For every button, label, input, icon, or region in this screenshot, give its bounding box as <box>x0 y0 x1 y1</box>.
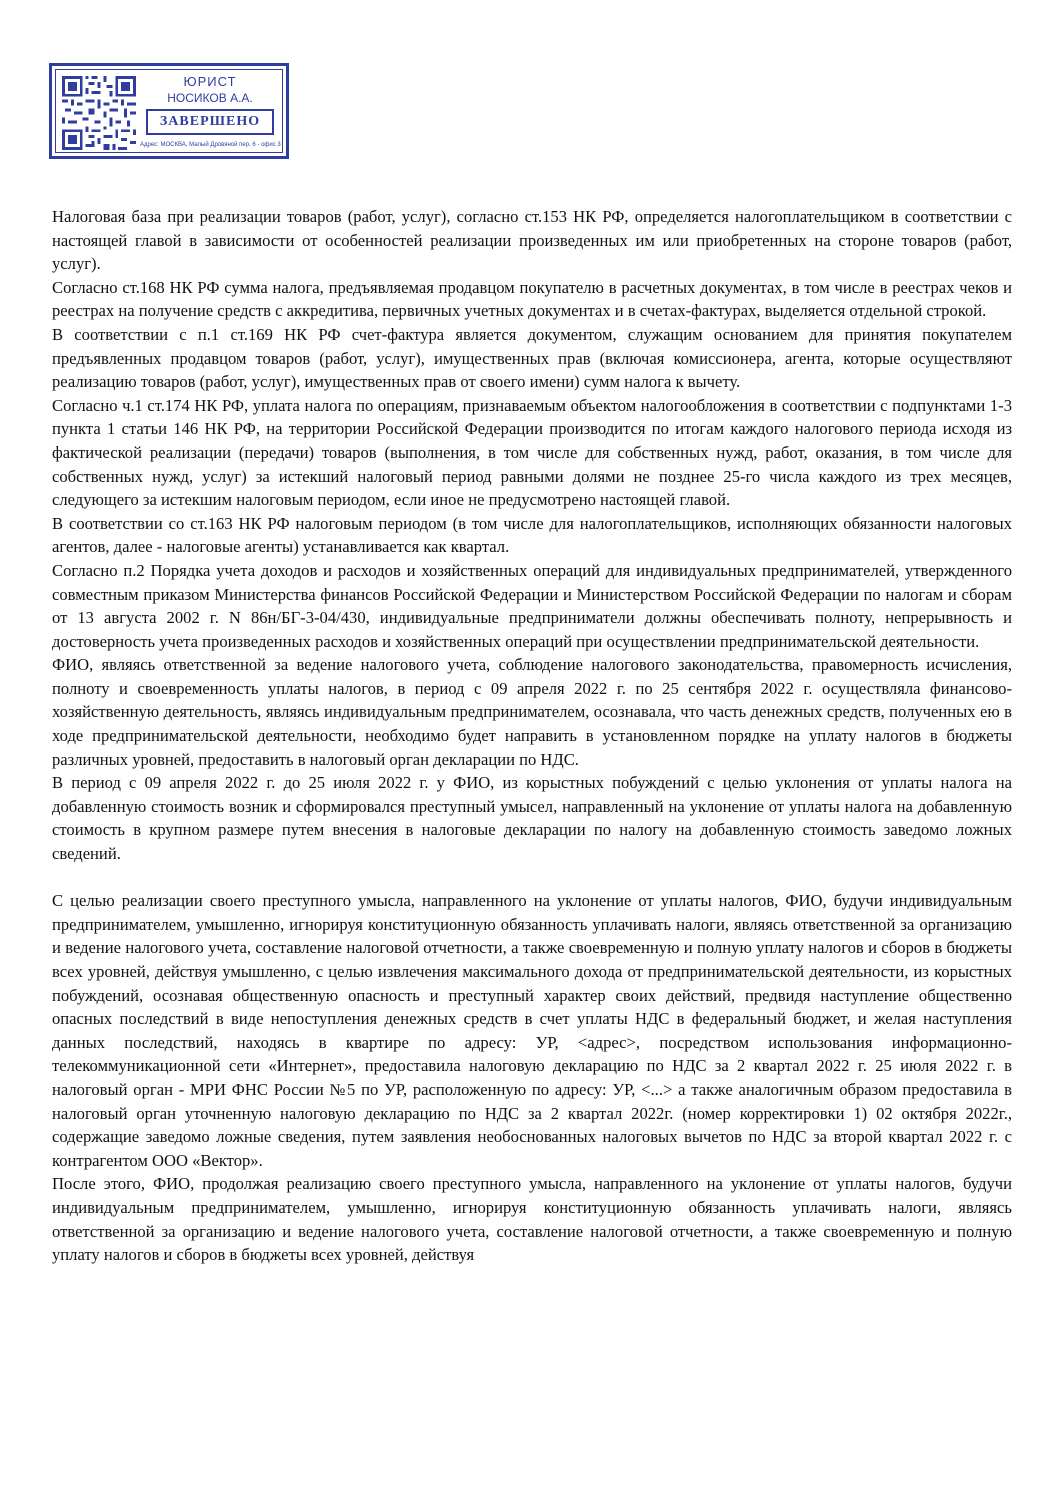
paragraph: С целью реализации своего преступного умысла, направленного на уклонение от уплаты налогов, ФИО, будучи индивидуальным предпринимателем, умышленно, игнорируя конституционную обязанность уплачивать налоги, являясь ответственной за организацию и ведение налогового учета, составление налоговой отчетности, а также своевременную и полную уплату налогов и сборов в бюджеты всех уровней, действуя умышленно, с целью извлечения максимального дохода от предпринимательской деятельности, из корыстных побуждений, осознавая общественную опасность и преступный характер своих действий, предвидя наступление общественно опасных последствий в виде непоступления денежных средств в счет уплаты НДС в федеральный бюджет, и желая наступления данных последствий, находясь в квартире по адресу: УР, <адрес>, посредством использования информационно-телекоммуникационной сети «Интернет», предоставила налоговую декларацию по НДС за 2 квартал 2022 г. 25 июля 2022 г. в налоговый орган - МРИ ФНС России №5 по УР, расположенную по адресу: УР, <...> а также аналогичным образом предоставила в налоговый орган уточненную налоговую декларацию по НДС за 2 квартал 2022г. (номер корректировки 1) 02 октября 2022г., содержащие заведомо ложные сведения, путем заявления необоснованных налоговых вычетов по НДС за второй квартал 2022 г. с контрагентом ООО «Вектор». <box>52 891 1012 1170</box>
paragraph: Налоговая база при реализации товаров (работ, услуг), согласно ст.153 НК РФ, определяется налогоплательщиком в соответствии с настоящей главой в зависимости от особенностей реализации произведенных им или приобретенных на стороне товаров (работ, услуг). <box>52 207 1012 274</box>
paragraph: Согласно ст.168 НК РФ сумма налога, предъявляемая продавцом покупателю в расчетных документах, в том числе в реестрах чеков и реестрах на получение средств с аккредитива, первичных учетных документах и в счетах-фактурах, выделяется отдельной строкой. <box>52 277 1012 321</box>
paragraph: В соответствии со ст.163 НК РФ налоговым периодом (в том числе для налогоплательщиков, исполняющих обязанности налоговых агентов, далее - налоговые агенты) устанавливается как квартал. <box>52 513 1012 557</box>
stamp-status: ЗАВЕРШЕНО <box>146 109 274 135</box>
stamp-address: Адрес: МОСКВА, Малый Дровяной пер. 6 - офис 3 <box>140 142 281 148</box>
document-body <box>52 205 1012 1267</box>
qr-code-icon <box>62 76 136 150</box>
stamp-frame <box>55 69 283 153</box>
lawyer-stamp <box>49 63 289 159</box>
paragraph: После этого, ФИО, продолжая реализацию своего преступного умысла, направленного на уклонение от уплаты налогов, будучи индивидуальным предпринимателем, умышленно, игнорируя конституционную обязанность уплачивать налоги, являясь ответственной за организацию и ведение налогового учета, составление налоговой отчетности, а также своевременную и полную уплату налогов и сборов в бюджеты всех уровней, действуя <box>52 1174 1012 1265</box>
paragraph: В период с 09 апреля 2022 г. до 25 июля 2022 г. у ФИО, из корыстных побуждений с целью уклонения от уплаты налога на добавленную стоимость возник и сформировался преступный умысел, направленный на уклонение от уплаты налога на добавленную стоимость в крупном размере путем внесения в налоговые декларации по налогу на добавленную стоимость заведомо ложных сведений. <box>52 773 1012 864</box>
paragraph: ФИО, являясь ответственной за ведение налогового учета, соблюдение налогового законодательства, правомерность исчисления, полноту и своевременность уплаты налогов, в период с 09 апреля 2022 г. по 25 сентября 2022 г. осуществляла финансово-хозяйственную деятельность, являясь индивидуальным предпринимателем, осознавала, что часть денежных средств, полученных ею в ходе предпринимательской деятельности, необходимо будет направить в установленном порядке на уплату налогов в бюджеты различных уровней, предоставить в налоговый орган декларации по НДС. <box>52 655 1012 769</box>
paragraph: Согласно ч.1 ст.174 НК РФ, уплата налога по операциям, признаваемым объектом налогообложения в соответствии с подпунктами 1-3 пункта 1 статьи 146 НК РФ, на территории Российской Федерации производится по итогам каждого налогового периода исходя из фактической реализации (передачи) товаров (выполнения, в том числе для собственных нужд, работ, оказания, в том числе для собственных нужд, услуг) за истекший налоговый период равными долями не позднее 25-го числа каждого из трех месяцев, следующего за истекшим налоговым периодом, если иное не предусмотрено настоящей главой. <box>52 395 1012 510</box>
paragraph: Согласно п.2 Порядка учета доходов и расходов и хозяйственных операций для индивидуальных предпринимателей, утвержденного совместным приказом Министерства финансов Российской Федерации и Министерством Российской Федерации по налогам и сборам от 13 августа 2002 г. N 86н/БГ-3-04/430, индивидуальные предприниматели должны обеспечивать полноту, непрерывность и достоверность учета произведенных расходов и хозяйственных операций при осуществлении предпринимательской деятельности. <box>52 560 1012 651</box>
paragraph: В соответствии с п.1 ст.169 НК РФ счет-фактура является документом, служащим основанием для принятия покупателем предъявленных продавцом товаров (работ, услуг), имущественных прав (включая комиссионера, агента, которые осуществляют реализацию товаров (работ, услуг), имущественных прав от своего имени) сумм налога к вычету. <box>52 324 1012 392</box>
stamp-title: ЮРИСТ <box>183 74 237 89</box>
stamp-lawyer-name: НОСИКОВ А.А. <box>167 91 253 105</box>
